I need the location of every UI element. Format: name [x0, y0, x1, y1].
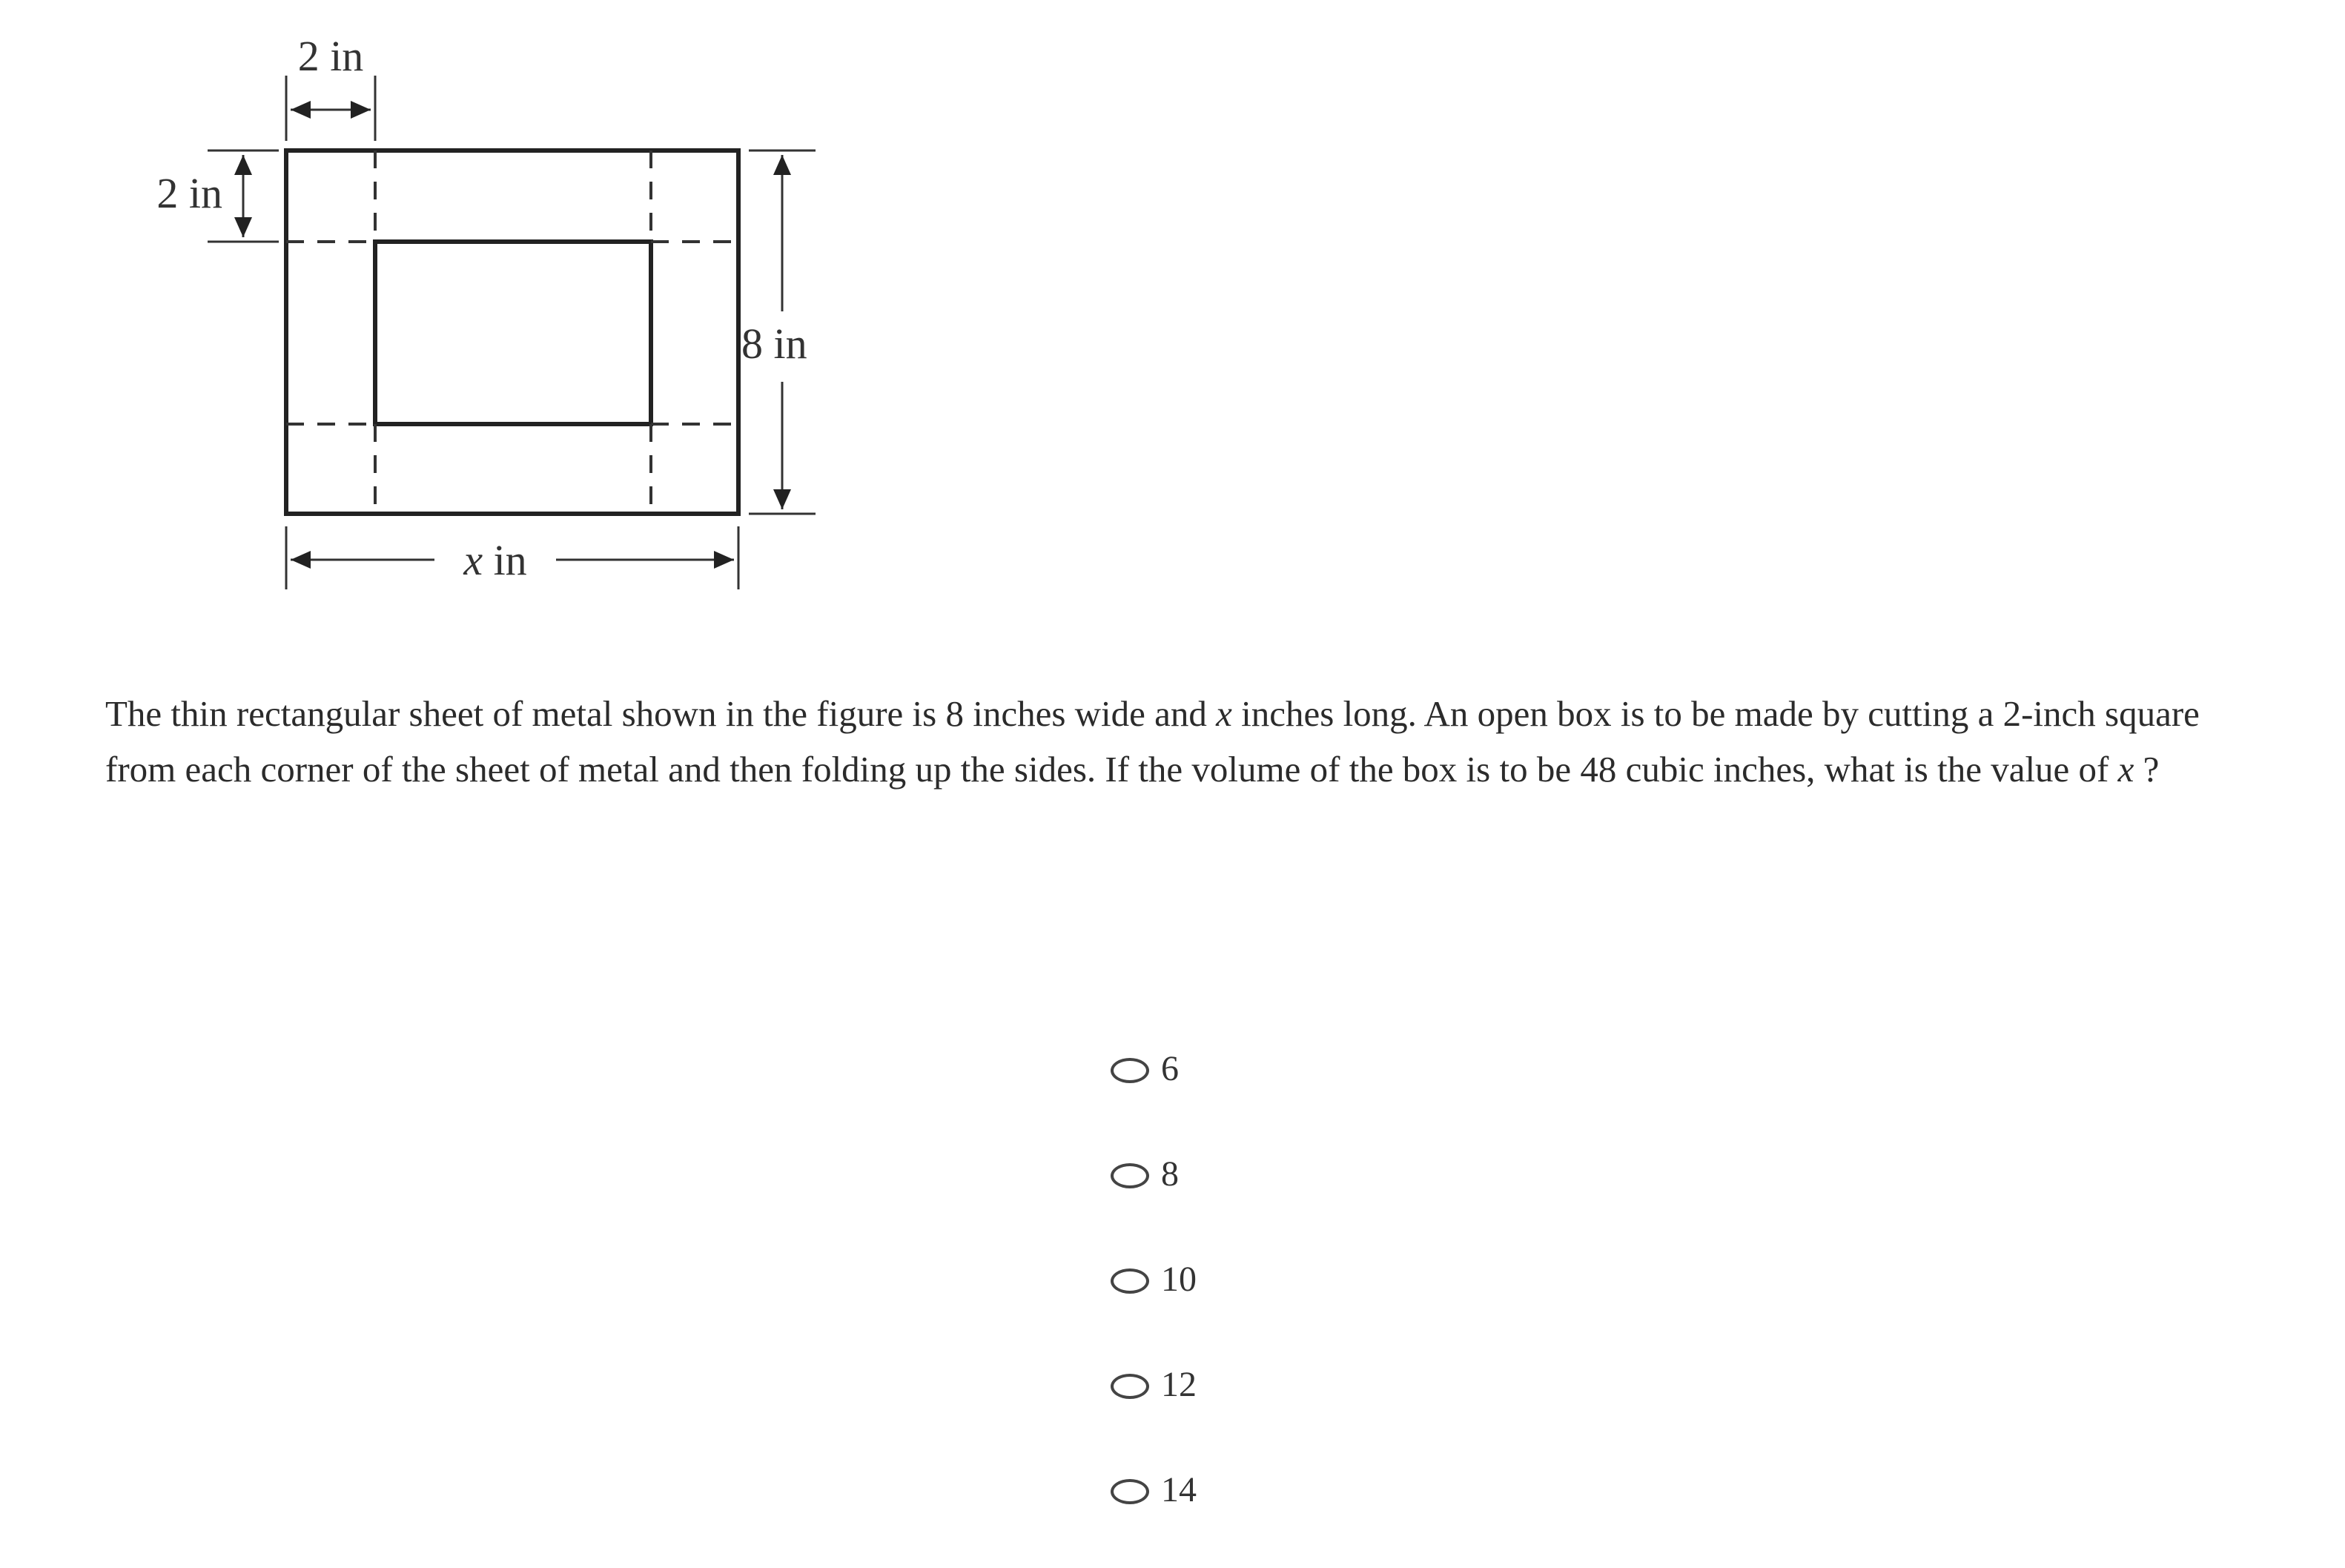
radio-button[interactable]	[1111, 1374, 1149, 1399]
question-variable: x	[2117, 749, 2134, 790]
radio-button[interactable]	[1111, 1058, 1149, 1083]
outer-sheet-rect	[286, 150, 738, 514]
radio-button[interactable]	[1111, 1163, 1149, 1188]
answer-option-label: 8	[1161, 1154, 1179, 1194]
radio-button[interactable]	[1111, 1479, 1149, 1504]
answer-option[interactable]	[1111, 1042, 1555, 1147]
answer-option-label: 12	[1161, 1365, 1197, 1404]
answer-options	[1111, 1042, 1555, 1568]
question-variable: x	[1216, 693, 1232, 734]
answer-option[interactable]	[1111, 1147, 1555, 1252]
top-dimension	[286, 76, 375, 141]
fold-lines	[286, 150, 738, 514]
question-text-part1: The thin rectangular sheet of metal shown in the figure is 8 inches wide and	[105, 693, 1217, 734]
radio-button[interactable]	[1111, 1268, 1149, 1294]
answer-option-label: 6	[1161, 1049, 1179, 1088]
bottom-dimension-var: x	[463, 536, 483, 584]
answer-option[interactable]	[1111, 1357, 1555, 1463]
top-dimension-label: 2 in	[297, 32, 364, 80]
answer-option-label: 10	[1161, 1260, 1197, 1299]
question-text-part3: ?	[2134, 749, 2160, 790]
answer-option-label: 14	[1161, 1470, 1197, 1509]
answer-option[interactable]	[1111, 1252, 1555, 1357]
question-text	[105, 686, 2270, 797]
answer-option[interactable]	[1111, 1463, 1555, 1568]
metal-sheet-figure	[111, 15, 853, 623]
right-dimension-label: 8 in	[741, 320, 807, 368]
question-text-part2: inches long. An open box is to be made by cutting a 2-inch square from each corner of the sheet of metal and then folding up the sides. If the volume of the box is to be 48 cubic inches, what is the value of	[105, 693, 2200, 790]
inner-base-rect	[375, 242, 651, 424]
bottom-dimension-label	[463, 536, 526, 584]
bottom-dimension-unit: in	[493, 536, 527, 584]
left-dimension-label: 2 in	[156, 169, 222, 217]
